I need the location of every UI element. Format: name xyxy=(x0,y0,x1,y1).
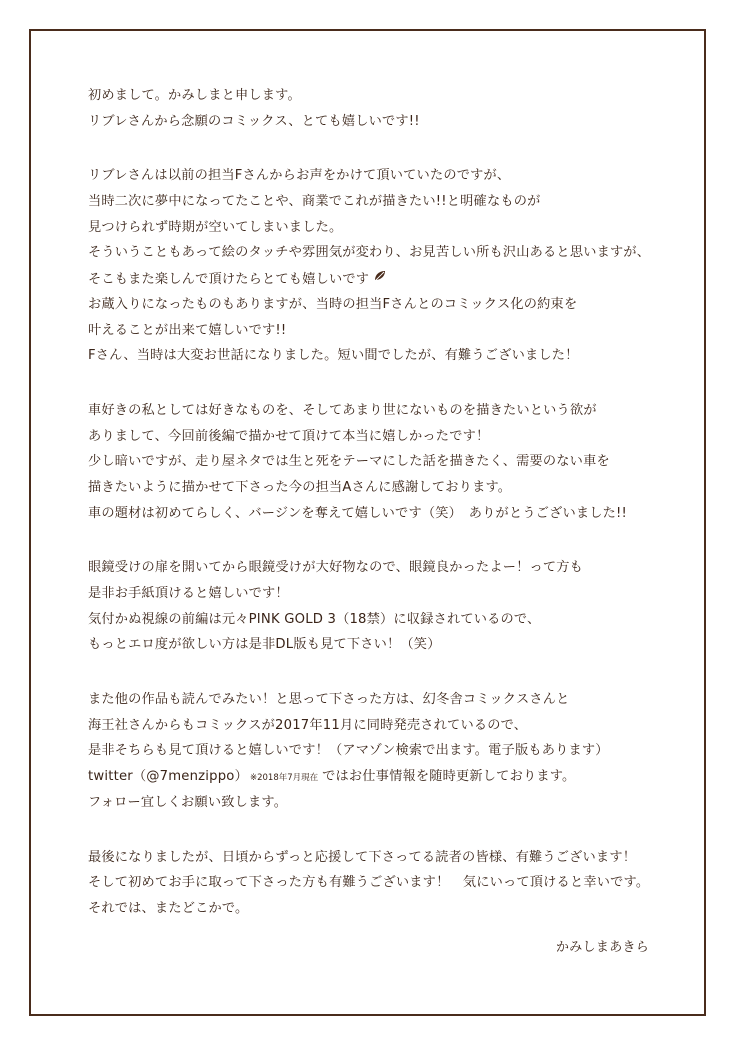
paragraph-cars xyxy=(88,398,688,526)
text-line: また他の作品も読んでみたい！と思って下さった方は、幻冬舎コミックスさんと xyxy=(88,692,570,708)
text-line: ありまして、今回前後編で描かせて頂けて本当に嬉しかったです！ xyxy=(88,428,490,444)
author-signature: かみしまあきら xyxy=(556,940,650,955)
afterword-letter xyxy=(88,83,688,951)
text-line: それでは、またどこかで。 xyxy=(88,900,249,916)
text-line: 初めまして。かみしまと申します。 xyxy=(88,88,301,103)
text-line xyxy=(88,266,688,292)
leaf-icon xyxy=(373,266,387,292)
twitter-handle: twitter（@7menzippo） xyxy=(88,769,248,785)
text-line: Fさん、当時は大変お世話になりました。短い間でしたが、有難うございました！ xyxy=(88,348,579,364)
date-note: ※2018年7月現在 xyxy=(249,773,319,784)
paragraph-history xyxy=(88,163,688,369)
text-line: 海王社さんからもコミックスが2017年11月に同時発売されているので、 xyxy=(88,717,528,733)
text-line: そして初めてお手に取って下さった方も有難うございます！ 気にいって頂けると幸いです。 xyxy=(88,875,650,891)
text-line: 当時二次に夢中になってたことや、商業でこれが描きたい!!と明確なものが xyxy=(88,194,541,210)
text-line: 気付かぬ視線の前編は元々PINK GOLD 3（18禁）に収録されているので、 xyxy=(88,611,541,627)
paragraph-greeting xyxy=(88,83,688,134)
text-line: お蔵入りになったものもありますが、当時の担当Fさんとのコミックス化の約束を xyxy=(88,296,578,312)
text-line: 叶えることが出来て嬉しいです!! xyxy=(88,322,287,338)
paragraph-other-works xyxy=(88,687,688,815)
text-line: もっとエロ度が欲しい方は是非DL版も見て下さい！（笑） xyxy=(88,637,441,653)
text-line: 車の題材は初めてらしく、バージンを奪えて嬉しいです（笑） ありがとうございました!! xyxy=(88,505,628,521)
text-segment: ではお仕事情報を随時更新しております。 xyxy=(322,769,576,785)
text-segment: そこもまた楽しんで頂けたらとても嬉しいです xyxy=(88,271,370,287)
text-line: フォロー宜しくお願い致します。 xyxy=(88,794,288,810)
paragraph-glasses xyxy=(88,555,688,658)
text-line: 見つけられず時期が空いてしまいました。 xyxy=(88,219,343,235)
text-line: リブレさんから念願のコミックス、とても嬉しいです!! xyxy=(88,113,420,129)
text-line: 描きたいように描かせて下さった今の担当Aさんに感謝しております。 xyxy=(88,479,512,495)
text-line: 最後になりましたが、日頃からずっと応援して下さってる読者の皆様、有難うございます！ xyxy=(88,849,637,865)
text-line: リブレさんは以前の担当Fさんからお声をかけて頂いていたのですが、 xyxy=(88,168,511,184)
text-line: 少し暗いですが、走り屋ネタでは生と死をテーマにした話を描きたく、需要のない車を xyxy=(88,454,610,470)
text-line: 是非そちらも見て頂けると嬉しいです！（アマゾン検索で出ます。電子版もあります） xyxy=(88,743,609,759)
paragraph-closing xyxy=(88,845,688,922)
text-line: 眼鏡受けの扉を開いてから眼鏡受けが大好物なので、眼鏡良かったよー！って方も xyxy=(88,560,584,576)
text-line: そういうこともあって絵のタッチや雰囲気が変わり、お見苦しい所も沢山あると思いますが、 xyxy=(88,245,651,261)
text-line: 是非お手紙頂けると嬉しいです！ xyxy=(88,586,289,601)
text-line: 車好きの私としては好きなものを、そしてあまり世にないものを描きたいという欲が xyxy=(88,402,597,418)
text-line xyxy=(88,764,688,790)
